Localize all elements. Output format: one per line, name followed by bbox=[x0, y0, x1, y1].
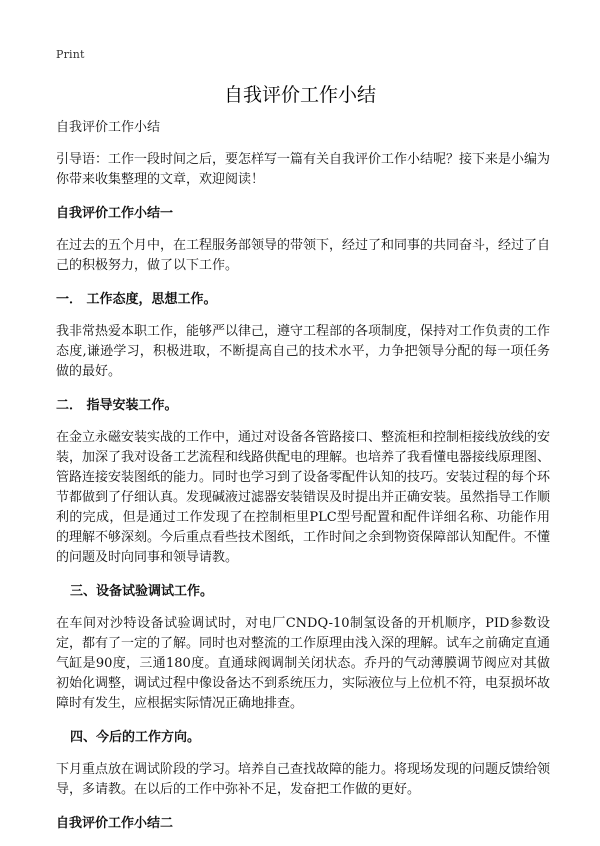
test-paragraph: 在车间对沙特设备试验调试时，对电厂CNDQ-10制氢设备的开机顺序，PID参数设定，都有了一定的了解。同时也对整流的工作原理由浅入深的理解。试车之前确定直通气缸是90度，三通180度。直通球阀调制关闭状态。乔丹的气动薄膜调节阀应对其做初始化调整，调试过程中像设备达不到系统压力，实际液位与上位机不符，电泵损坏故障时有发生，应根据实际情况正确地排查。 bbox=[56, 616, 551, 711]
article-body bbox=[56, 118, 550, 846]
section-2-heading: 自我评价工作小结二 bbox=[56, 816, 174, 831]
print-link[interactable]: Print bbox=[56, 48, 85, 61]
test-heading: 三、设备试验调试工作。 bbox=[70, 584, 214, 599]
page-title: 自我评价工作小结 bbox=[223, 84, 376, 106]
attitude-paragraph: 我非常热爱本职工作，能够严以律己，遵守工程部的各项制度，保持对工作负责的工作态度,谦逊学习，积极进取，不断提高自己的技术水平，力争把领导分配的每一项任务做的最好。 bbox=[56, 324, 551, 379]
future-heading: 四、今后的工作方向。 bbox=[70, 730, 201, 745]
attitude-heading: 一． 工作态度，思想工作。 bbox=[56, 292, 217, 307]
section-1-paragraph: 在过去的五个月中，在工程服务部领导的带领下，经过了和同事的共同奋斗，经过了自己的积极努力，做了以下工作。 bbox=[56, 238, 551, 273]
intro-paragraph: 引导语：工作一段时间之后，要怎样写一篇有关自我评价工作小结呢？接下来是小编为你带来收集整理的文章，欢迎阅读！ bbox=[56, 152, 551, 187]
install-paragraph: 在金立永磁安装实战的工作中，通过对设备各管路接口、整流柜和控制柜接线放线的安装，加深了我对设备工艺流程和线路供配电的理解。也培养了我看懂电器接线原理图、管路连接安装图纸的能力。同时也学习到了设备零配件认知的技巧。安装过程的每个环节都做到了仔细认真。发现碱液过滤器安装错误及时提出并正确安装。虽然指导工作顺利的完成，但是通过工作发现了在控制柜里PLC型号配置和配件详细名称、功能作用的理解不够深刻。今后重点看些技术图纸，工作时间之余到物资保障部认知配件。不懂的问题及时向同事和领导请教。 bbox=[56, 430, 551, 565]
section-1-heading: 自我评价工作小结一 bbox=[56, 206, 174, 221]
future-paragraph: 下月重点放在调试阶段的学习。培养自己查找故障的能力。将现场发现的问题反馈给领导，多请教。在以后的工作中弥补不足，发奋把工作做的更好。 bbox=[56, 762, 551, 797]
article-subtitle: 自我评价工作小结 bbox=[56, 120, 161, 135]
install-heading: 二． 指导安装工作。 bbox=[56, 398, 178, 413]
